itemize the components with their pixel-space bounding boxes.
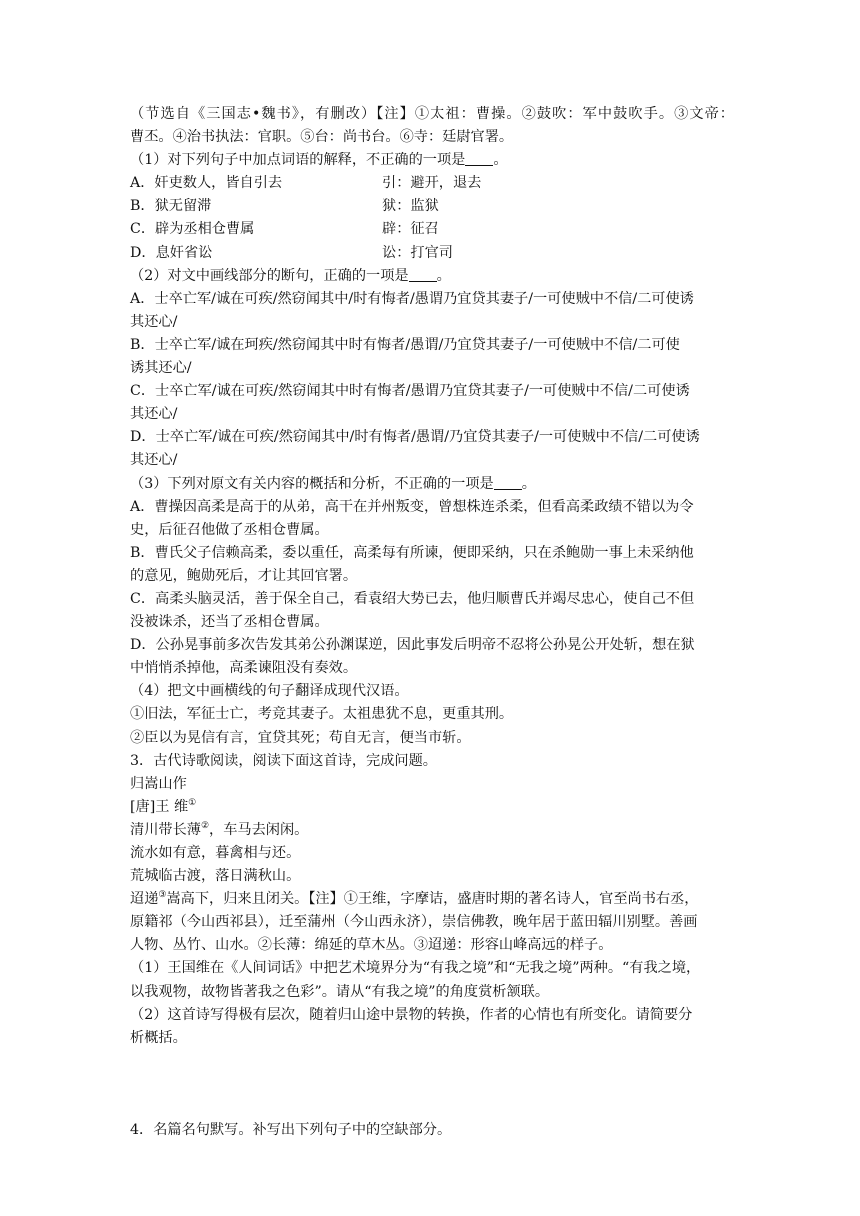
answer-blank — [409, 266, 437, 282]
poem-line-2: 流水如有意，暮禽相与还。 — [130, 845, 301, 861]
q2-option-a-cont: 其还心/ — [130, 313, 178, 330]
dictation-heading: 4．名篇名句默写。补写出下列句子中的空缺部分。 — [130, 1121, 452, 1138]
q1-option-b: B．狱无留滞 狱：监狱 — [130, 198, 439, 215]
q4-sentence-2: ②臣以为晃信有言，宜贷其死；苟自无言，便当市斩。 — [130, 729, 471, 746]
poem-q1-cont: 以我观物，故物皆著我之色彩”。请从“有我之境”的角度赏析颔联。 — [130, 983, 550, 1000]
answer-blank — [494, 474, 522, 490]
poem-line-1: 清川带长薄②，车马去闲闲。 — [130, 820, 309, 838]
poem-section-heading: 3．古代诗歌阅读，阅读下面这首诗，完成问题。 — [130, 752, 437, 769]
source-note-cont: 曹丕。④治书执法：官职。⑤台：尚书台。⑥寺：廷尉官署。 — [130, 129, 514, 146]
q1-option-c: C．辟为丞相仓曹属 辟：征召 — [130, 221, 439, 238]
spacer — [130, 1050, 734, 1096]
poem-q2: （2）这首诗写得极有层次，随着归山途中景物的转换，作者的心情也有所变化。请简要分 — [130, 1006, 693, 1023]
q2-option-a: A．士卒亡军/诚在可疾/然窃闻其中/时有悔者/愚谓乃宜贷其妻子/一可使贼中不信/二可使诱 — [130, 290, 694, 307]
q4-stem: （4）把文中画横线的句子翻译成现代汉语。 — [130, 683, 409, 700]
poem-line-4: 迢递③嵩高下，归来且闭关。【注】①王维，字摩诘，盛唐时期的著名诗人，官至尚书右丞， — [130, 890, 699, 908]
poem-q1: （1）王国维在《人间词话》中把艺术境界分为“有我之境”和“无我之境”两种。“有我之境， — [130, 960, 701, 977]
q4-sentence-1: ①旧法，军征士亡，考竞其妻子。太祖患犹不息，更重其刑。 — [130, 706, 514, 723]
footnote-marker: ② — [200, 820, 210, 831]
q2-option-c: C．士卒亡军/诚在可疾/然窃闻其中时有悔者/愚谓乃宜贷其妻子/一可使贼中不信/二可使诱 — [130, 383, 690, 400]
poem-line-3: 荒城临古渡，落日满秋山。 — [130, 868, 301, 885]
q3-option-c: C．高柔头脑灵活，善于保全自己，看袁绍大势已去，他归顺曹氏并竭尽忠心，使自己不但 — [130, 590, 695, 607]
source-note: （节选自《三国志•魏书》，有删改）【注】①太祖：曹操。②鼓吹：军中鼓吹手。③文帝： — [130, 106, 734, 122]
q2-option-b: B．士卒亡军/诚在珂疾/然窃闻其中时有悔者/愚谓/乃宜贷其妻子/一可使贼中不信/二可使 — [130, 336, 680, 353]
spacer — [130, 1096, 734, 1119]
answer-blank — [465, 150, 493, 166]
document-page — [130, 103, 734, 1142]
q3-option-b: B．曹氏父子信赖高柔，委以重任，高柔每有所谏，便即采纳，只在杀鲍勋一事上未采纳他 — [130, 544, 694, 561]
q3-option-b-cont: 的意见，鲍勋死后，才让其回官署。 — [130, 567, 358, 584]
poem-note-cont-1: 原籍祁（今山西祁县），迁至蒲州（今山西永济），崇信佛教，晚年居于蓝田辐川别墅。善画 — [130, 914, 698, 931]
q1-stem: （1）对下列句子中加点词语的解释，不正确的一项是 。 — [130, 152, 508, 169]
q1-option-a: A．奸吏数人，皆自引去 引：避开，退去 — [130, 175, 482, 192]
q3-option-c-cont: 没被诛杀，还当了丞相仓曹属。 — [130, 614, 329, 631]
q1-option-d: D．息奸省讼 讼：打官司 — [130, 244, 453, 261]
q3-option-d: D．公孙晃事前多次告发其弟公孙渊谋逆，因此事发后明帝不忍将公孙晃公开处斩，想在狱 — [130, 637, 695, 654]
q3-option-a-cont: 史，后征召他做了丞相仓曹属。 — [130, 521, 329, 538]
q2-stem: （2）对文中画线部分的断句，正确的一项是 。 — [130, 267, 451, 284]
q2-option-c-cont: 其还心/ — [130, 406, 178, 423]
poem-title: 归嵩山作 — [130, 775, 187, 792]
footnote-marker: ③ — [158, 890, 167, 901]
q3-option-d-cont: 中悄悄杀掉他，高柔谏阻没有奏效。 — [130, 660, 358, 677]
poem-author: [唐]王 维① — [130, 797, 197, 815]
q3-option-a: A．曹操因高柔是高于的从弟，高干在并州叛变，曾想株连杀柔，但看高柔政绩不错以为令 — [130, 498, 694, 515]
footnote-marker: ① — [188, 797, 197, 808]
q3-stem: （3）下列对原文有关内容的概括和分析，不正确的一项是 。 — [130, 475, 536, 492]
q2-option-d-cont: 其还心/ — [130, 452, 178, 469]
poem-q2-cont: 析概括。 — [130, 1029, 187, 1046]
poem-note-cont-2: 人物、丛竹、山水。②长薄：绵延的草木丛。③迢递：形容山峰高远的样子。 — [130, 937, 613, 954]
q2-option-d: D．士卒亡军/诚在可疾/然窃闻其中/时有悔者/愚谓/乃宜贷其妻子/一可使贼中不信/二可使诱 — [130, 429, 700, 446]
q2-option-b-cont: 诱其还心/ — [130, 360, 192, 377]
